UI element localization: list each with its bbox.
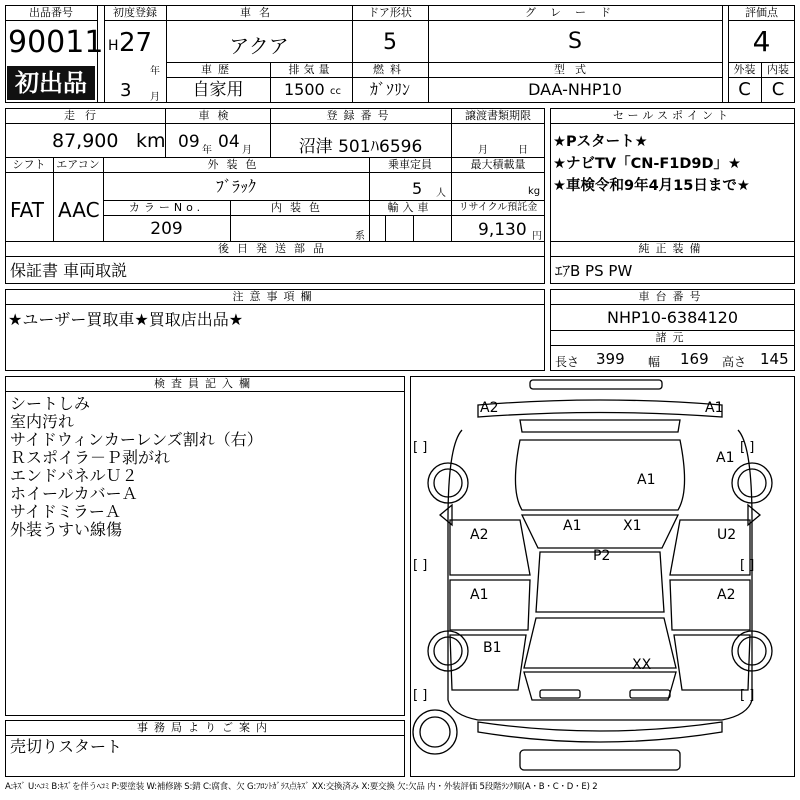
bracket-left-low: [ ] xyxy=(413,688,428,703)
notes-value: ★ユーザー買取車★買取店出品★ xyxy=(8,310,244,329)
fuel-value: ｶﾞｿﾘﾝ xyxy=(369,80,410,99)
mileage-unit: km xyxy=(136,130,166,152)
grade-value: S xyxy=(568,29,582,54)
int-grade-label: 内装 xyxy=(767,63,789,76)
legend: A:ｷｽﾞ U:ﾍｺﾐ B:ｷｽﾞを伴うﾍｺﾐ P:要塗装 W:補修跡 S:錆 C:腐食、欠 G:ﾌﾛﾝﾄｶﾞﾗｽ点ｷｽﾞ XX:交換済み X:要交換 欠:欠品 内・外装評価 5段階ﾗﾝｸ順(A・B・C・D・E) 2 xyxy=(5,782,598,792)
bracket-left-mid: [ ] xyxy=(413,558,428,573)
bracket-right-top: [ ] xyxy=(740,440,755,455)
shift-label: シフト xyxy=(12,158,46,171)
office-label: 事務局よりご案内 xyxy=(137,721,273,734)
inspector-line-1: シートしみ xyxy=(10,394,91,413)
shift-value: FAT xyxy=(10,198,45,222)
first-reg-year: 27 xyxy=(119,28,153,58)
damage-rear-right-door: A2 xyxy=(717,587,736,603)
ext-grade-value: C xyxy=(738,79,751,100)
width-value: 169 xyxy=(680,350,709,368)
color-no-label: カラーNo. xyxy=(128,201,205,214)
history-label: 車歴 xyxy=(201,63,235,76)
damage-front-left: A2 xyxy=(480,400,499,416)
displacement-value: 1500 xyxy=(284,80,325,99)
int-color-unit: 系 xyxy=(355,231,365,242)
damage-front-right: A1 xyxy=(705,400,724,416)
plate-value: 沼津 501ﾊ6596 xyxy=(298,137,423,157)
model-value: DAA-NHP10 xyxy=(528,80,622,99)
equipment-value: ｴｱB PS PW xyxy=(555,262,633,280)
lot-number: 90011 xyxy=(8,25,104,60)
mileage-label: 走行 xyxy=(64,109,106,122)
doors-value: 5 xyxy=(383,30,397,55)
grade-label: グレード xyxy=(525,6,625,19)
transfer-label: 譲渡書類期限 xyxy=(465,109,531,122)
capacity-label: 乗車定員 xyxy=(388,158,432,171)
damage-windshield-left: A1 xyxy=(563,518,582,534)
recycle-unit: 円 xyxy=(532,231,542,242)
sales-point-label: セールスポイント xyxy=(612,109,732,122)
inspector-line-5: エンドパネルＵ２ xyxy=(10,466,138,485)
plate-label: 登録番号 xyxy=(326,109,395,122)
displacement-unit: cc xyxy=(330,86,341,97)
int-color-label: 内装色 xyxy=(271,201,328,214)
aircon-label: エアコン xyxy=(56,158,100,171)
later-parts-value: 保証書 車両取説 xyxy=(10,261,128,280)
doors-label: ドア形状 xyxy=(368,6,412,19)
equipment-label: 純正装備 xyxy=(638,242,707,255)
damage-rear-window: XX xyxy=(632,657,652,673)
inspector-line-3: サイドウィンカーレンズ割れ（右） xyxy=(10,430,263,449)
bracket-right-mid: [ ] xyxy=(740,558,755,573)
fuel-label: 燃料 xyxy=(373,63,407,76)
damage-rear-left-fender: B1 xyxy=(483,640,502,656)
inspection-month: 04 xyxy=(218,132,240,152)
first-reg-label: 初度登録 xyxy=(113,6,157,19)
sales-point-line-2: ★ナビTV「CN-F1D9D」★ xyxy=(553,156,742,172)
damage-roof: P2 xyxy=(593,548,611,564)
capacity-value: 5 xyxy=(412,179,423,198)
height-value: 145 xyxy=(760,350,789,368)
damage-front-right-door: U2 xyxy=(717,527,737,543)
damage-front-left-door: A2 xyxy=(470,527,489,543)
model-label: 型式 xyxy=(554,63,596,76)
inspection-year: 09 xyxy=(178,132,200,152)
transfer-month-unit: 月 xyxy=(478,145,488,156)
history-value: 自家用 xyxy=(192,80,244,100)
score-value: 4 xyxy=(752,25,771,58)
first-reg-month-unit: 月 xyxy=(150,92,160,103)
recycle-label: リサイクル預託金 xyxy=(458,202,538,213)
ext-grade-label: 外装 xyxy=(733,63,756,76)
int-grade-value: C xyxy=(771,79,785,100)
mileage-value: 87,900 xyxy=(52,130,119,152)
inspector-line-6: ホイールカバーＡ xyxy=(10,484,138,503)
max-load-unit: kg xyxy=(528,186,541,197)
first-reg-month: 3 xyxy=(120,80,132,101)
max-load-label: 最大積載量 xyxy=(470,158,526,171)
inspection-label: 車検 xyxy=(198,109,237,122)
inspector-line-4: Ｒスポイラ－Ｐ剥がれ xyxy=(10,448,171,467)
height-label: 高さ xyxy=(722,355,747,369)
dims-label: 諸元 xyxy=(655,331,690,344)
chassis-value: NHP10-6384120 xyxy=(606,308,739,327)
damage-windshield-right: X1 xyxy=(623,518,642,534)
first-reg-era: H xyxy=(108,38,119,54)
capacity-unit: 人 xyxy=(436,188,446,199)
damage-hood: A1 xyxy=(637,472,656,488)
car-name-label: 車名 xyxy=(240,6,278,19)
notes-label: 注意事項欄 xyxy=(232,290,318,303)
aircon-value: AAC xyxy=(58,198,100,222)
damage-right-fender: A1 xyxy=(716,450,735,466)
bracket-left-top: [ ] xyxy=(413,440,428,455)
chassis-label: 車台番号 xyxy=(638,290,707,303)
inspector-label: 検査員記入欄 xyxy=(154,377,256,390)
car-name: アクア xyxy=(229,34,289,58)
sales-point-line-3: ★車検令和9年4月15日まで★ xyxy=(553,178,750,194)
ext-color-label: 外装色 xyxy=(207,158,265,171)
first-reg-year-unit: 年 xyxy=(150,66,160,77)
length-label: 長さ xyxy=(555,355,580,369)
width-label: 幅 xyxy=(648,355,661,369)
lot-label: 出品番号 xyxy=(29,6,73,19)
inspection-year-unit: 年 xyxy=(202,145,212,156)
displacement-label: 排気量 xyxy=(288,63,334,76)
ext-color-value: ﾌﾞﾗｯｸ xyxy=(215,177,256,196)
score-label: 評価点 xyxy=(745,6,778,19)
transfer-day-unit: 日 xyxy=(518,145,528,156)
office-value: 売切りスタート xyxy=(10,737,123,756)
damage-rear-left-door: A1 xyxy=(470,587,489,603)
inspector-line-7: サイドミラーＡ xyxy=(10,502,121,521)
inspector-line-2: 室内汚れ xyxy=(10,412,75,431)
later-parts-label: 後日発送部品 xyxy=(218,242,332,255)
color-no-value: 209 xyxy=(150,219,183,239)
inspection-month-unit: 月 xyxy=(242,145,252,156)
inspector-line-8: 外装うすい線傷 xyxy=(10,520,123,539)
bracket-right-low: [ ] xyxy=(740,688,755,703)
import-label: 輸入車 xyxy=(387,201,433,214)
length-value: 399 xyxy=(596,350,625,368)
sales-point-line-1: ★Pスタート★ xyxy=(553,134,648,150)
recycle-value: 9,130 xyxy=(478,220,527,240)
first-listing-badge: 初出品 xyxy=(7,66,95,100)
car-diagram xyxy=(410,376,795,777)
